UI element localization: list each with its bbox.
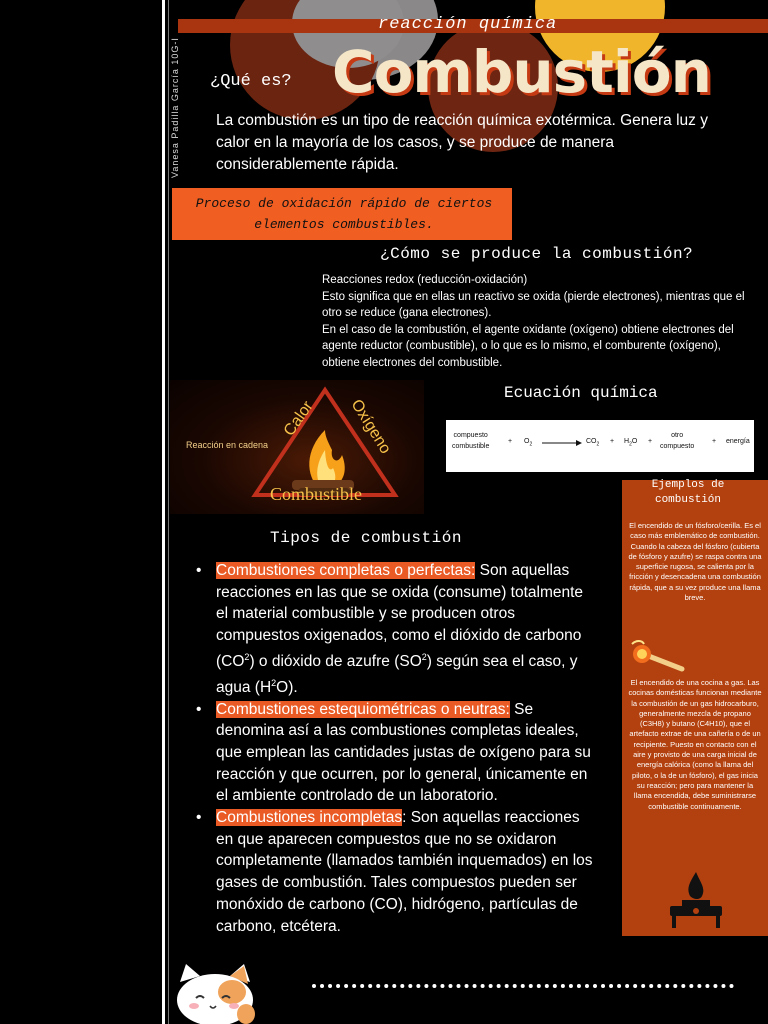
how-text xyxy=(322,272,746,371)
page-title: Combustión xyxy=(332,38,711,106)
type-item-incomplete: • Combustiones incompletas: Son aquellas reacciones en que aparecen compuestos que no se oxidaron completamente (llamados también inquemados) en los gases de combustión. Tales compuestos pueden ser monóxido de carbono (CO), hidrógeno, partículas de carbono, etcétera. xyxy=(196,809,593,935)
equation-heading: Ecuación química xyxy=(504,384,658,402)
fire-triangle-image xyxy=(170,380,424,514)
definition-text: Proceso de oxidación rápido de ciertos elementos combustibles. xyxy=(195,196,493,232)
example-2-text: El encendido de una cocina a gas. Las cocinas domésticas funcionan mediante la combustión de un gas hidrocarburo, generalmente mezcla de propano (C3H8) y butano (C4H10), que el artefacto extrae de una cañería o de un recipiente. Puesto en contacto con el aire y provisto de una carga inicial de energía calórica (como la llama del piloto, o la de un fósforo), el gas inicia su reacción; pero para mantener la llama encendida, debe suministrarse combustible continuamente. xyxy=(628,678,762,811)
examples-heading: Ejemplos de combustión xyxy=(651,479,725,506)
match-icon xyxy=(624,638,688,674)
how-line-1: Reacciones redox (reducción-oxidación) xyxy=(322,274,528,286)
bullet-icon: • xyxy=(196,700,202,718)
triangle-oxygen: Oxígeno xyxy=(347,396,394,457)
what-is-text: La combustión es un tipo de reacción química exotérmica. Genera luz y calor en la mayoría de los casos, y se produce de manera considerablemente rápida. xyxy=(216,112,708,173)
how-heading: ¿Cómo se produce la combustión? xyxy=(380,245,694,263)
eq-compound: compuesto combustible xyxy=(452,432,490,450)
equation-box: compuesto combustible + $O_2$ $CO_2$ + $H_2O$ + otro compuesto + energía xyxy=(446,420,754,472)
dotted-divider xyxy=(312,984,734,988)
eq-other: otro compuesto xyxy=(660,432,695,450)
triangle-chain: Reacción en cadena xyxy=(186,440,269,450)
author-name: Vanesa Padilla García 10G-I xyxy=(170,37,180,178)
types-list xyxy=(194,560,598,937)
example-1-text: El encendido de un fósforo/cerilla. Es el caso más emblemático de combustión. Cuando la cabeza del fósforo (cubierta de fósforo y azufre) se raspa contra una superficie rugosa, se calienta por la fricción y desencadena una combustión rápida, que a su vez produce una llama breve. xyxy=(628,521,762,603)
type-label: Combustiones completas o perfectas: xyxy=(216,562,476,579)
eq-o2: $O_2$ xyxy=(524,438,533,448)
triangle-fuel: Combustible xyxy=(270,484,363,504)
bullet-icon: • xyxy=(196,809,202,827)
bullet-icon: • xyxy=(196,562,202,579)
left-line-2 xyxy=(168,0,169,1024)
eq-arrow xyxy=(542,440,582,446)
subtitle: reacción química xyxy=(378,15,558,34)
type-label: Combustiones incompletas xyxy=(216,809,403,827)
type-item-complete: • Combustiones completas o perfectas: Son aquellas reacciones en las que se oxida (consume) totalmente el material combustible y se producen otros compuestos oxigenados, como el dióxido de carbono $(CO^2)$ o dióxido de azufre $(SO^2)$ según sea el caso, y agua $(H^2O)$. xyxy=(196,562,584,696)
type-item-stoichiometric: • Combustiones estequiométricas o neutras: Se denomina así a las combustiones completas ideales, que emplean las cantidades justas de oxígeno para su reacción y que ocurren, por lo general, únicamente en el ambiente controlado de un laboratorio. xyxy=(196,700,591,805)
types-heading: Tipos de combustión xyxy=(270,529,462,547)
how-line-2: Esto significa que en ellas un reactivo se oxida (pierde electrones), mientras que el otro se reduce (gana electrones). xyxy=(322,290,745,319)
what-is-heading: ¿Qué es? xyxy=(210,72,292,91)
type-label: Combustiones estequiométricas o neutras: xyxy=(216,700,510,718)
triangle-heat: Calor xyxy=(280,398,317,440)
how-line-3: En el caso de la combustión, el agente oxidante (oxígeno) obtiene electrones del agente reductor (combustible), o lo que es lo mismo, el comburente (oxígeno), obtiene electrones del combustible. xyxy=(322,323,734,369)
eq-co2: $CO_2$ xyxy=(586,438,600,448)
eq-h2o: $H_2O$ xyxy=(624,438,638,448)
left-line-1 xyxy=(162,0,165,1024)
stove-icon xyxy=(664,870,728,930)
cat-sticker-icon xyxy=(172,962,258,1024)
